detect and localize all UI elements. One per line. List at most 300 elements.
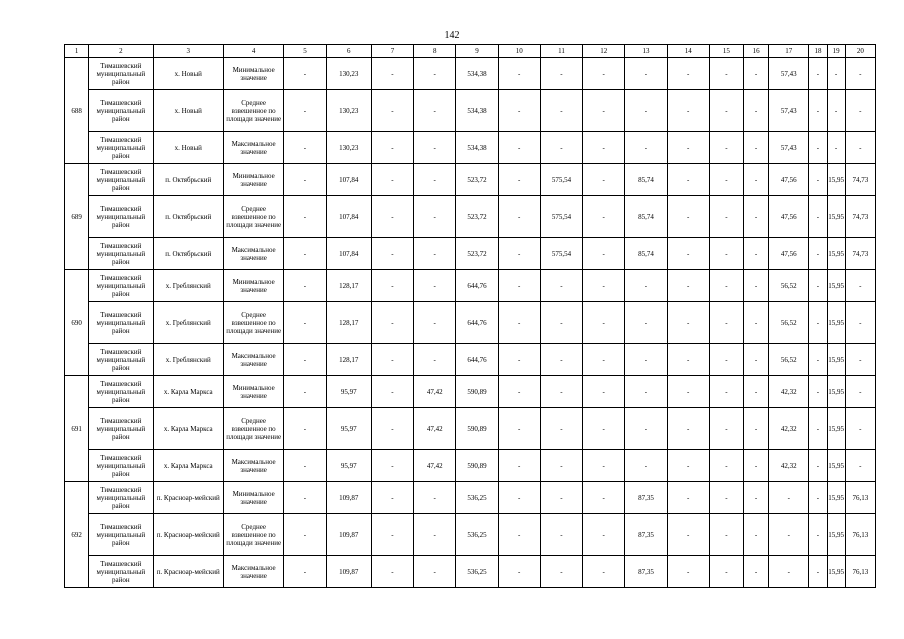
header-cell: 18 [809, 45, 827, 58]
value-cell: - [809, 132, 827, 164]
value-cell: - [498, 556, 540, 588]
value-cell: - [371, 450, 413, 482]
district-cell: Тимашевский муниципальный район [89, 556, 153, 588]
value-cell: 42,32 [769, 376, 809, 408]
header-cell: 8 [414, 45, 456, 58]
value-cell: - [709, 514, 743, 556]
value-cell: - [371, 408, 413, 450]
value-cell: - [583, 514, 625, 556]
value-cell: - [744, 450, 769, 482]
value-type-cell: Среднее взвешенное по площади значение [223, 408, 283, 450]
value-cell: - [498, 344, 540, 376]
value-cell: - [667, 344, 709, 376]
value-cell: 47,42 [414, 376, 456, 408]
value-cell: - [540, 58, 582, 90]
value-cell: 109,87 [326, 556, 371, 588]
value-cell: 575,54 [540, 164, 582, 196]
header-cell: 11 [540, 45, 582, 58]
value-cell: - [540, 408, 582, 450]
value-cell: - [284, 344, 326, 376]
value-cell: - [498, 482, 540, 514]
header-cell: 4 [223, 45, 283, 58]
settlement-cell: п. Красноар-мейский [153, 556, 223, 588]
value-cell: - [540, 514, 582, 556]
value-cell: 15,95 [827, 450, 845, 482]
value-cell: - [709, 196, 743, 238]
value-cell: - [498, 90, 540, 132]
district-cell: Тимашевский муниципальный район [89, 302, 153, 344]
value-cell: - [845, 450, 875, 482]
district-cell: Тимашевский муниципальный район [89, 58, 153, 90]
header-cell: 5 [284, 45, 326, 58]
value-cell: 130,23 [326, 58, 371, 90]
value-cell: - [625, 270, 667, 302]
value-cell: - [809, 482, 827, 514]
value-cell: - [744, 196, 769, 238]
header-cell: 9 [456, 45, 498, 58]
header-cell: 19 [827, 45, 845, 58]
value-cell: - [371, 238, 413, 270]
value-type-cell: Минимальное значение [223, 270, 283, 302]
value-cell: - [827, 90, 845, 132]
value-cell: - [809, 344, 827, 376]
value-cell: 107,84 [326, 196, 371, 238]
value-cell: 523,72 [456, 196, 498, 238]
header-cell: 20 [845, 45, 875, 58]
settlement-cell: п. Красноар-мейский [153, 514, 223, 556]
row-number-cell: 691 [65, 376, 89, 482]
value-cell: - [667, 58, 709, 90]
value-cell: 47,56 [769, 238, 809, 270]
value-cell: - [667, 164, 709, 196]
value-cell: - [667, 132, 709, 164]
table-row [65, 132, 876, 164]
header-cell: 10 [498, 45, 540, 58]
value-cell: 128,17 [326, 270, 371, 302]
value-cell: - [583, 450, 625, 482]
value-cell: - [709, 238, 743, 270]
value-cell: - [414, 90, 456, 132]
value-cell: - [809, 90, 827, 132]
value-cell: - [709, 376, 743, 408]
value-cell: - [371, 270, 413, 302]
value-cell: - [744, 58, 769, 90]
value-cell: - [845, 344, 875, 376]
value-cell: - [744, 90, 769, 132]
value-cell: - [414, 482, 456, 514]
row-number-cell: 688 [65, 58, 89, 164]
table-row [65, 376, 876, 408]
value-cell: 47,56 [769, 164, 809, 196]
value-cell: - [583, 270, 625, 302]
value-cell: - [583, 164, 625, 196]
value-type-cell: Максимальное значение [223, 132, 283, 164]
value-cell: - [371, 556, 413, 588]
value-cell: - [809, 450, 827, 482]
value-cell: 95,97 [326, 376, 371, 408]
value-cell: 74,73 [845, 238, 875, 270]
settlement-cell: х. Карла Маркса [153, 450, 223, 482]
value-cell: - [414, 238, 456, 270]
value-cell: 107,84 [326, 238, 371, 270]
value-cell: - [284, 556, 326, 588]
district-cell: Тимашевский муниципальный район [89, 344, 153, 376]
value-cell: 76,13 [845, 556, 875, 588]
value-cell: - [845, 302, 875, 344]
settlement-cell: х. Греблянский [153, 344, 223, 376]
value-cell: - [744, 302, 769, 344]
value-cell: - [625, 58, 667, 90]
value-type-cell: Минимальное значение [223, 376, 283, 408]
value-cell: - [583, 58, 625, 90]
value-cell: - [414, 164, 456, 196]
value-cell: - [809, 270, 827, 302]
value-cell: - [625, 376, 667, 408]
value-cell: - [625, 344, 667, 376]
value-cell: - [709, 344, 743, 376]
value-cell: - [583, 90, 625, 132]
value-cell: - [744, 556, 769, 588]
value-cell: - [744, 270, 769, 302]
value-cell: - [845, 270, 875, 302]
value-cell: - [284, 238, 326, 270]
value-cell: - [667, 376, 709, 408]
value-cell: - [809, 302, 827, 344]
header-cell: 14 [667, 45, 709, 58]
value-cell: - [845, 132, 875, 164]
value-cell: - [284, 270, 326, 302]
value-cell: - [371, 90, 413, 132]
settlement-cell: п. Октябрьский [153, 196, 223, 238]
header-row [65, 45, 876, 58]
value-type-cell: Среднее взвешенное по площади значение [223, 196, 283, 238]
value-cell: - [498, 164, 540, 196]
settlement-cell: х. Новый [153, 58, 223, 90]
value-cell: - [709, 302, 743, 344]
value-cell: 47,42 [414, 450, 456, 482]
value-cell: 534,38 [456, 90, 498, 132]
value-cell: - [498, 302, 540, 344]
value-cell: - [414, 344, 456, 376]
header-cell: 3 [153, 45, 223, 58]
value-cell: - [540, 556, 582, 588]
table-row [65, 90, 876, 132]
district-cell: Тимашевский муниципальный район [89, 238, 153, 270]
value-cell: 15,95 [827, 196, 845, 238]
district-cell: Тимашевский муниципальный район [89, 164, 153, 196]
header-cell: 16 [744, 45, 769, 58]
value-type-cell: Максимальное значение [223, 238, 283, 270]
value-cell: 47,42 [414, 408, 456, 450]
value-cell: - [583, 482, 625, 514]
value-cell: 523,72 [456, 238, 498, 270]
value-cell: - [414, 556, 456, 588]
value-cell: - [583, 238, 625, 270]
value-cell: - [371, 376, 413, 408]
value-cell: - [540, 344, 582, 376]
value-cell: - [284, 58, 326, 90]
value-cell: - [667, 196, 709, 238]
table-row [65, 196, 876, 238]
value-cell: - [540, 302, 582, 344]
value-cell: - [744, 164, 769, 196]
value-cell: - [540, 376, 582, 408]
value-cell: - [667, 514, 709, 556]
value-cell: 644,76 [456, 344, 498, 376]
value-cell: - [540, 90, 582, 132]
value-cell: 74,73 [845, 164, 875, 196]
value-cell: - [540, 270, 582, 302]
value-cell: - [625, 132, 667, 164]
value-cell: 128,17 [326, 302, 371, 344]
value-cell: - [625, 408, 667, 450]
value-cell: - [498, 408, 540, 450]
value-cell: - [709, 482, 743, 514]
value-cell: - [809, 196, 827, 238]
district-cell: Тимашевский муниципальный район [89, 482, 153, 514]
value-cell: 590,89 [456, 408, 498, 450]
value-cell: - [498, 450, 540, 482]
header-cell: 6 [326, 45, 371, 58]
value-cell: 15,95 [827, 270, 845, 302]
value-cell: - [414, 58, 456, 90]
value-cell: - [583, 302, 625, 344]
value-cell: 107,84 [326, 164, 371, 196]
value-cell: - [809, 376, 827, 408]
value-cell: 644,76 [456, 270, 498, 302]
value-cell: - [498, 376, 540, 408]
value-cell: - [667, 450, 709, 482]
value-type-cell: Минимальное значение [223, 164, 283, 196]
settlement-cell: х. Карла Маркса [153, 376, 223, 408]
value-cell: - [498, 58, 540, 90]
value-cell: 95,97 [326, 408, 371, 450]
value-cell: - [744, 132, 769, 164]
value-cell: - [583, 376, 625, 408]
table-row [65, 238, 876, 270]
value-cell: 15,95 [827, 376, 845, 408]
value-cell: 15,95 [827, 408, 845, 450]
value-cell: - [769, 514, 809, 556]
value-cell: - [827, 58, 845, 90]
table-row [65, 482, 876, 514]
header-cell: 15 [709, 45, 743, 58]
value-cell: - [284, 90, 326, 132]
header-cell: 13 [625, 45, 667, 58]
value-cell: 76,13 [845, 482, 875, 514]
value-cell: 76,13 [845, 514, 875, 556]
header-cell: 1 [65, 45, 89, 58]
value-cell: - [809, 58, 827, 90]
value-cell: - [709, 164, 743, 196]
value-cell: 130,23 [326, 132, 371, 164]
value-cell: - [414, 196, 456, 238]
value-cell: 15,95 [827, 344, 845, 376]
row-number-cell: 689 [65, 164, 89, 270]
value-cell: 74,73 [845, 196, 875, 238]
district-cell: Тимашевский муниципальный район [89, 376, 153, 408]
value-cell: 57,43 [769, 90, 809, 132]
value-cell: 590,89 [456, 450, 498, 482]
page-number: 142 [444, 30, 460, 41]
settlement-cell: п. Октябрьский [153, 164, 223, 196]
value-cell: - [540, 450, 582, 482]
value-cell: 42,32 [769, 408, 809, 450]
value-cell: 128,17 [326, 344, 371, 376]
value-cell: 57,43 [769, 132, 809, 164]
district-cell: Тимашевский муниципальный район [89, 90, 153, 132]
value-cell: - [845, 408, 875, 450]
value-cell: 85,74 [625, 164, 667, 196]
value-cell: - [809, 238, 827, 270]
value-cell: 109,87 [326, 482, 371, 514]
value-cell: - [744, 344, 769, 376]
value-cell: 47,56 [769, 196, 809, 238]
value-cell: - [625, 90, 667, 132]
settlement-cell: п. Октябрьский [153, 238, 223, 270]
value-cell: 85,74 [625, 238, 667, 270]
table-row [65, 270, 876, 302]
table-body [65, 45, 876, 588]
district-cell: Тимашевский муниципальный район [89, 408, 153, 450]
settlement-cell: п. Красноар-мейский [153, 482, 223, 514]
settlement-cell: х. Карла Маркса [153, 408, 223, 450]
value-cell: - [498, 238, 540, 270]
table-row [65, 514, 876, 556]
value-cell: - [667, 238, 709, 270]
value-cell: 87,35 [625, 482, 667, 514]
value-cell: 87,35 [625, 514, 667, 556]
value-cell: - [845, 376, 875, 408]
value-cell: - [667, 90, 709, 132]
value-cell: - [414, 132, 456, 164]
value-cell: - [371, 58, 413, 90]
value-cell: - [809, 514, 827, 556]
value-cell: - [667, 408, 709, 450]
value-cell: - [769, 482, 809, 514]
value-cell: - [498, 514, 540, 556]
value-cell: - [744, 514, 769, 556]
table-row [65, 58, 876, 90]
value-cell: - [414, 270, 456, 302]
value-cell: 575,54 [540, 238, 582, 270]
value-cell: - [498, 270, 540, 302]
row-number-cell: 692 [65, 482, 89, 588]
value-cell: - [845, 90, 875, 132]
value-cell: 534,38 [456, 58, 498, 90]
value-cell: - [498, 132, 540, 164]
value-cell: - [709, 58, 743, 90]
district-cell: Тимашевский муниципальный район [89, 270, 153, 302]
value-cell: - [709, 450, 743, 482]
value-cell: - [827, 132, 845, 164]
value-cell: - [583, 408, 625, 450]
value-cell: 536,25 [456, 556, 498, 588]
settlement-cell: х. Новый [153, 132, 223, 164]
row-number-cell: 690 [65, 270, 89, 376]
value-cell: 85,74 [625, 196, 667, 238]
district-cell: Тимашевский муниципальный район [89, 132, 153, 164]
value-cell: - [371, 482, 413, 514]
header-cell: 2 [89, 45, 153, 58]
value-type-cell: Минимальное значение [223, 482, 283, 514]
value-type-cell: Среднее взвешенное по площади значение [223, 302, 283, 344]
value-cell: 15,95 [827, 556, 845, 588]
value-cell: - [625, 302, 667, 344]
district-cell: Тимашевский муниципальный район [89, 450, 153, 482]
value-cell: 95,97 [326, 450, 371, 482]
value-cell: - [625, 450, 667, 482]
value-cell: - [667, 482, 709, 514]
value-cell: - [744, 482, 769, 514]
data-table [64, 44, 876, 588]
header-cell: 17 [769, 45, 809, 58]
value-cell: - [809, 556, 827, 588]
value-cell: - [709, 90, 743, 132]
value-cell: 575,54 [540, 196, 582, 238]
value-cell: 523,72 [456, 164, 498, 196]
value-cell: - [371, 514, 413, 556]
value-cell: - [583, 344, 625, 376]
value-cell: - [284, 408, 326, 450]
table-row [65, 164, 876, 196]
value-cell: - [498, 196, 540, 238]
value-cell: - [709, 132, 743, 164]
value-type-cell: Среднее взвешенное по площади значение [223, 90, 283, 132]
value-cell: - [667, 270, 709, 302]
value-cell: - [414, 514, 456, 556]
value-cell: 536,25 [456, 514, 498, 556]
value-cell: - [371, 344, 413, 376]
value-cell: - [809, 408, 827, 450]
value-cell: 56,52 [769, 344, 809, 376]
table-row [65, 556, 876, 588]
value-cell: - [744, 238, 769, 270]
settlement-cell: х. Греблянский [153, 302, 223, 344]
value-type-cell: Максимальное значение [223, 344, 283, 376]
value-cell: 56,52 [769, 270, 809, 302]
header-cell: 7 [371, 45, 413, 58]
district-cell: Тимашевский муниципальный район [89, 514, 153, 556]
settlement-cell: х. Греблянский [153, 270, 223, 302]
value-type-cell: Максимальное значение [223, 556, 283, 588]
value-cell: 534,38 [456, 132, 498, 164]
value-cell: - [845, 58, 875, 90]
value-cell: 536,25 [456, 482, 498, 514]
value-cell: - [284, 376, 326, 408]
value-cell: - [709, 408, 743, 450]
settlement-cell: х. Новый [153, 90, 223, 132]
value-cell: 15,95 [827, 164, 845, 196]
table-row [65, 302, 876, 344]
value-cell: - [540, 482, 582, 514]
value-type-cell: Минимальное значение [223, 58, 283, 90]
value-cell: - [284, 514, 326, 556]
value-cell: 15,95 [827, 302, 845, 344]
table-row [65, 344, 876, 376]
value-cell: - [371, 132, 413, 164]
value-cell: - [809, 164, 827, 196]
value-cell: - [667, 556, 709, 588]
value-cell: 56,52 [769, 302, 809, 344]
value-cell: 42,32 [769, 450, 809, 482]
value-cell: 644,76 [456, 302, 498, 344]
value-cell: - [284, 482, 326, 514]
header-cell: 12 [583, 45, 625, 58]
value-cell: 57,43 [769, 58, 809, 90]
value-cell: - [709, 556, 743, 588]
value-cell: 15,95 [827, 482, 845, 514]
